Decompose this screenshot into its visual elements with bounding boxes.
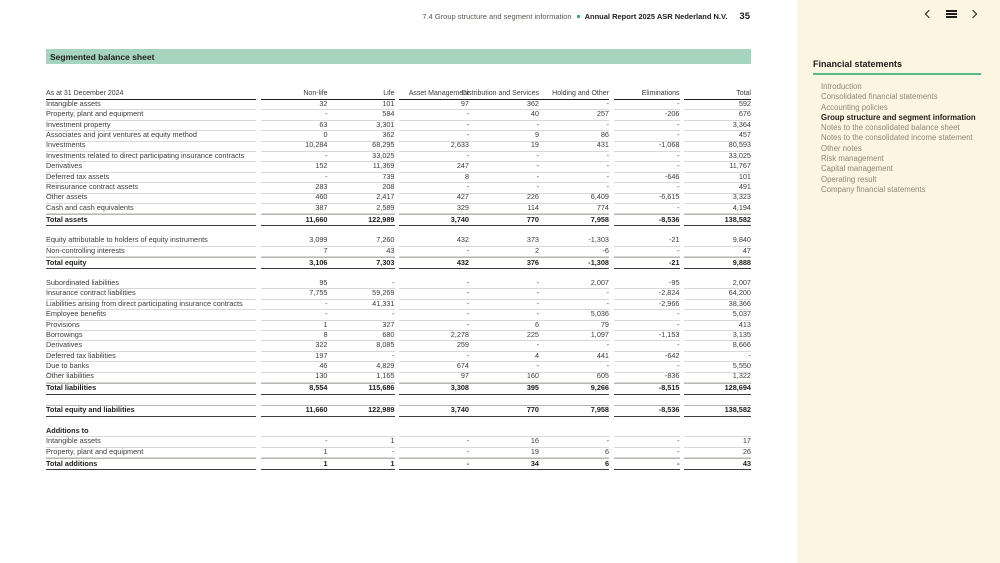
table-row: Equity attributable to holders of equity instruments 3,099 7,260 432 373 -1,303 -21 9,840: [46, 236, 751, 246]
row-label: Total equity and liabilities: [46, 405, 256, 417]
table-row: Subordinated liabilities 95 - - - 2,007 -95 2,007: [46, 279, 751, 289]
table-row: Deferred tax assets - 739 8 - - -646 101: [46, 173, 751, 183]
table-row: Borrowings 8 680 2,278 225 1,097 -1,153 3,135: [46, 331, 751, 341]
sidebar-item[interactable]: Accounting policies: [821, 102, 888, 112]
table-row: Total assets 11,660 122,989 3,740 770 7,958 -8,536 138,582: [46, 214, 751, 226]
breadcrumb: [422, 11, 750, 22]
row-label: Derivatives: [46, 162, 256, 172]
sidebar-item[interactable]: Other notes: [821, 143, 862, 153]
row-label: Equity attributable to holders of equity instruments: [46, 236, 256, 246]
sidebar-item[interactable]: Consolidated financial statements: [821, 92, 938, 102]
table-row: Deferred tax liabilities 197 - - 4 441 -642 -: [46, 352, 751, 362]
sidebar-item[interactable]: Group structure and segment information: [821, 112, 976, 122]
table-row: Other assets 460 2,417 427 226 6,409 -6,615 3,323: [46, 194, 751, 204]
column-header: Distribution and Services: [461, 89, 539, 97]
table-header-row: [46, 88, 751, 100]
table-row: Intangible assets 32 101 97 362 - - 592: [46, 100, 751, 110]
breadcrumb-text: 7.4 Group structure and segment information: [422, 12, 572, 21]
next-page-button[interactable]: [966, 6, 982, 22]
sidebar-nav-list: [821, 82, 976, 195]
row-label: Borrowings: [46, 331, 256, 341]
table-row: Derivatives 322 8,085 259 - - - 8,666: [46, 341, 751, 351]
segmented-balance-sheet-table: [46, 88, 751, 470]
column-header: Non-life: [303, 89, 328, 97]
sidebar-item[interactable]: Notes to the consolidated income statement: [821, 133, 973, 143]
row-label: Total liabilities: [46, 383, 256, 395]
sidebar-item[interactable]: Introduction: [821, 82, 862, 91]
table-row: Total liabilities 8,554 115,686 3,308 395 9,266 -8,515 128,694: [46, 383, 751, 395]
row-label: Additions to: [46, 427, 256, 437]
row-label: Total additions: [46, 458, 256, 470]
page-number: 35: [739, 11, 750, 22]
row-label: Liabilities arising from direct participating insurance contracts: [46, 300, 256, 310]
table-row: Derivatives 152 11,369 247 - - - 11,767: [46, 162, 751, 172]
sidebar-item[interactable]: Capital management: [821, 164, 893, 174]
row-label: Non-controlling interests: [46, 247, 256, 257]
table-row: Reinsurance contract assets 283 208 - - - - 491: [46, 183, 751, 193]
row-label: Investment property: [46, 121, 256, 131]
sidebar-title: Financial statements: [813, 59, 903, 69]
table-row: Investment property 63 3,301 - - - - 3,364: [46, 121, 751, 131]
table-row: Property, plant and equipment - 584 - 40 257 -206 676: [46, 110, 751, 120]
row-label: Total assets: [46, 214, 256, 226]
sidebar-item[interactable]: Risk management: [821, 154, 884, 164]
sidebar-item[interactable]: Notes to the consolidated balance sheet: [821, 123, 960, 133]
row-label: Property, plant and equipment: [46, 448, 256, 458]
chevron-right-icon: [969, 10, 977, 18]
chevron-left-icon: [925, 10, 933, 18]
column-header: Eliminations: [641, 89, 680, 97]
row-label: Investments related to direct participating insurance contracts: [46, 152, 256, 162]
separator-dot-icon: [577, 15, 580, 18]
table-row: Investments related to direct participating insurance contracts - 33,025 - - - - 33,025: [46, 152, 751, 162]
row-label: Associates and joint ventures at equity method: [46, 131, 256, 141]
previous-page-button[interactable]: [920, 6, 936, 22]
table-row: Total equity and liabilities 11,660 122,989 3,740 770 7,958 -8,536 138,582: [46, 405, 751, 417]
column-header: Holding and Other: [552, 89, 609, 97]
section-title-bar: [46, 49, 751, 64]
row-label: Reinsurance contract assets: [46, 183, 256, 193]
row-label: Other liabilities: [46, 373, 256, 383]
row-label: Insurance contract liabilities: [46, 289, 256, 299]
row-label: Property, plant and equipment: [46, 110, 256, 120]
table-row: Intangible assets - 1 - 16 - - 17: [46, 437, 751, 447]
table-row: [46, 427, 751, 437]
row-label: Derivatives: [46, 341, 256, 351]
row-label: Due to banks: [46, 362, 256, 372]
sidebar: [797, 0, 1000, 563]
report-title: Annual Report 2025 ASR Nederland N.V.: [584, 12, 728, 21]
section-title: Segmented balance sheet: [50, 51, 155, 62]
table-row: Property, plant and equipment 1 - - 19 6 - 26: [46, 448, 751, 458]
hamburger-menu-icon: [946, 10, 957, 17]
column-header: Asset Management: [408, 89, 469, 97]
table-row: Associates and joint ventures at equity method 0 362 - 9 86 - 457: [46, 131, 751, 141]
table-row: Employee benefits - - - - 5,036 - 5,037: [46, 310, 751, 320]
column-header: As at 31 December 2024: [46, 88, 256, 100]
main-content: [46, 49, 751, 470]
nav-controls: [920, 6, 982, 22]
row-label: Deferred tax assets: [46, 173, 256, 183]
row-label: Subordinated liabilities: [46, 279, 256, 289]
column-header: Life: [383, 89, 395, 97]
sidebar-item[interactable]: Operating result: [821, 174, 877, 184]
table-row: Insurance contract liabilities 7,755 59,269 - - - -2,824 64,200: [46, 289, 751, 299]
row-label: Other assets: [46, 194, 256, 204]
table-row: Total equity 3,106 7,303 432 376 -1,308 -21 9,888: [46, 257, 751, 269]
table-body: [46, 100, 751, 470]
sidebar-title-rule: [813, 73, 981, 75]
table-row: Provisions 1 327 - 6 79 - 413: [46, 321, 751, 331]
table-row: Due to banks 46 4,829 674 - - - 5,550: [46, 362, 751, 372]
table-row: Cash and cash equivalents 387 2,589 329 114 774 - 4,194: [46, 204, 751, 214]
table-row: Investments 10,284 68,295 2,633 19 431 -1,068 80,593: [46, 142, 751, 152]
row-label: Total equity: [46, 257, 256, 269]
row-label: Deferred tax liabilities: [46, 352, 256, 362]
column-header: Total: [736, 89, 751, 97]
menu-button[interactable]: [943, 6, 959, 22]
table-row: Liabilities arising from direct participating insurance contracts - 41,331 - - - -2,966 38,366: [46, 300, 751, 310]
row-label: Cash and cash equivalents: [46, 204, 256, 214]
row-label: Intangible assets: [46, 437, 256, 447]
row-label: Investments: [46, 142, 256, 152]
table-row: Other liabilities 130 1,165 97 160 605 -836 1,322: [46, 373, 751, 383]
table-row: Total additions 1 1 - 34 6 - 43: [46, 458, 751, 470]
table-row: Non-controlling interests 7 43 - 2 -6 - 47: [46, 247, 751, 257]
row-label: Employee benefits: [46, 310, 256, 320]
row-label: Intangible assets: [46, 100, 256, 110]
row-label: Provisions: [46, 321, 256, 331]
sidebar-item[interactable]: Company financial statements: [821, 184, 926, 194]
